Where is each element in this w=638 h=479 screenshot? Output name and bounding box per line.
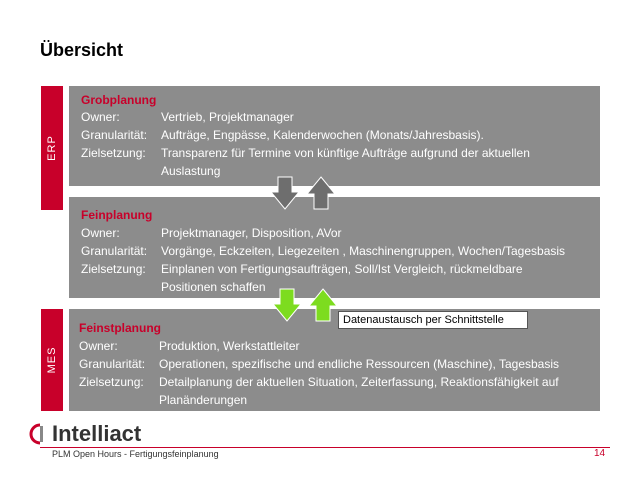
erp-side-bar [41, 86, 63, 210]
grobplanung-title: Grobplanung [81, 93, 157, 107]
granularity-value: Operationen, spezifische und endliche Ressourcen (Maschine), Tagesbasis [159, 357, 560, 371]
goal-label: Zielsetzung: [81, 262, 146, 276]
feinplanung-title: Feinplanung [81, 208, 153, 222]
granularity-label: Granularität: [81, 244, 148, 258]
up-arrow-icon [306, 176, 336, 210]
granularity-label: Granularität: [81, 128, 148, 142]
intelliact-logo [28, 421, 141, 447]
up-arrow-icon [308, 288, 338, 322]
mes-side-bar [41, 309, 63, 411]
goal-value-cont: Positionen schaffen [161, 280, 266, 294]
feinplanung-panel [69, 197, 600, 298]
down-arrow-icon [270, 176, 300, 210]
logo-text: Intelliact [52, 421, 142, 446]
interface-callout: Datenaustausch per Schnittstelle [338, 311, 528, 329]
goal-value: Transparenz für Termine von künftige Aufträge aufgrund der aktuellen [161, 146, 530, 160]
goal-label-cont [81, 279, 161, 295]
erp-label: ERP [46, 135, 58, 161]
goal-value: Einplanen von Fertigungsaufträgen, Soll/Ist Vergleich, rückmeldbare [161, 262, 523, 276]
goal-label: Zielsetzung: [81, 146, 146, 160]
page-title: Übersicht [40, 40, 124, 60]
owner-value: Projektmanager, Disposition, AVor [161, 226, 342, 240]
owner-value: Produktion, Werkstattleiter [159, 339, 300, 353]
granularity-label: Granularität: [79, 357, 146, 371]
goal-label-cont [79, 392, 159, 408]
footer-divider [40, 447, 610, 448]
granularity-value: Aufträge, Engpässe, Kalenderwochen (Monats/Jahresbasis). [161, 128, 484, 142]
goal-label: Zielsetzung: [79, 375, 144, 389]
mes-label: MES [46, 346, 58, 374]
goal-value: Detailplanung der aktuellen Situation, Zeiterfassung, Reaktionsfähigkeit auf [159, 375, 559, 389]
grobplanung-panel [69, 86, 600, 186]
down-arrow-icon [272, 288, 302, 322]
page-number: 14 [594, 448, 606, 459]
owner-value: Vertrieb, Projektmanager [161, 110, 294, 124]
feinstplanung-title: Feinstplanung [79, 321, 161, 335]
footer-text: PLM Open Hours - Fertigungsfeinplanung [52, 449, 219, 459]
goal-label-cont [81, 163, 161, 179]
owner-label: Owner: [79, 339, 118, 353]
owner-label: Owner: [81, 226, 120, 240]
goal-value-cont: Planänderungen [159, 393, 248, 407]
goal-value-cont: Auslastung [161, 164, 221, 178]
granularity-value: Vorgänge, Eckzeiten, Liegezeiten , Maschinengruppen, Wochen/Tagesbasis [161, 244, 566, 258]
intelliact-logo-icon [28, 422, 48, 446]
owner-label: Owner: [81, 110, 120, 124]
